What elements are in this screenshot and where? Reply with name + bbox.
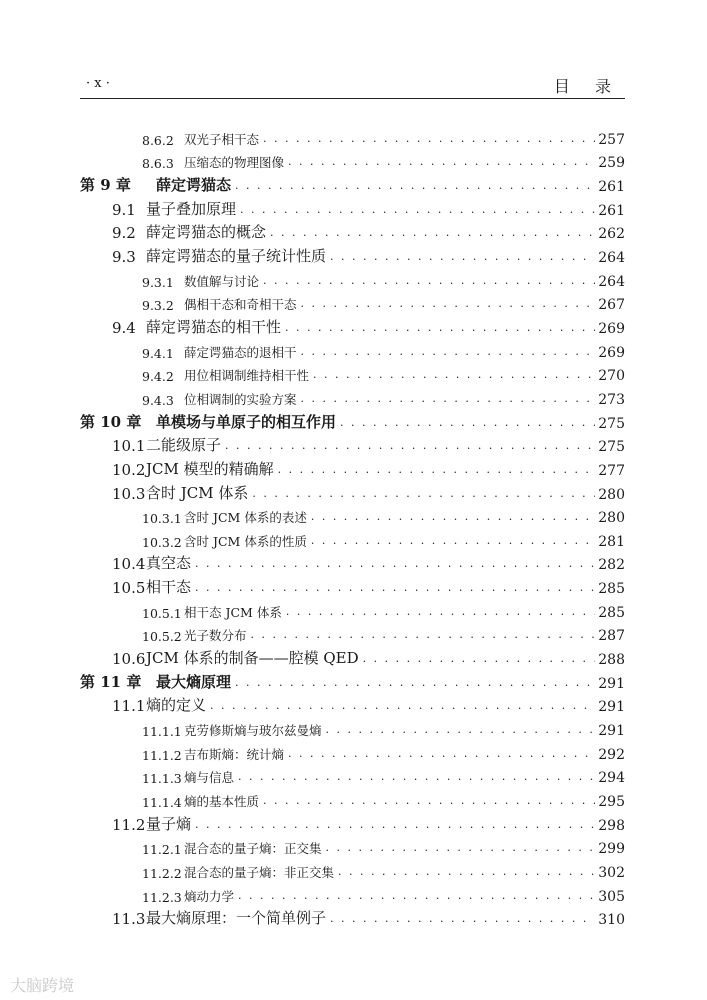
toc-entry-number: 11.2 [112,815,146,834]
toc-entry-page: 285 [598,604,625,621]
dot-leader [330,253,595,266]
toc-entry-number: 9.1 [112,200,136,219]
toc-entry-number: 11.3 [112,910,146,929]
table-of-contents [80,124,625,928]
watermark: 大脑跨境 [10,976,75,995]
dot-leader [311,537,595,550]
toc-entry-title: 用位相调制维持相干性 [184,368,310,384]
dot-leader [301,348,596,361]
toc-entry-title: 位相调制的实验方案 [184,391,297,407]
dot-leader [263,797,595,810]
toc-entry-subsection [80,834,625,858]
toc-entry-page: 275 [598,439,625,456]
toc-entry-title: 压缩态的物理图像 [184,155,285,171]
toc-entry-title: 二能级原子 [146,436,222,455]
toc-entry-page: 269 [598,320,625,337]
dot-leader [252,490,595,503]
toc-entry-number: 10.5.2 [142,629,182,645]
dot-leader [263,277,595,290]
toc-entry-number: 11.1.4 [142,795,182,811]
toc-entry-section [80,644,625,668]
toc-entry-subsection [80,881,625,905]
toc-entry-chapter [80,668,625,692]
toc-entry-title: 相干态 JCM 体系 [184,604,282,620]
toc-entry-title: JCM 模型的精确解 [146,459,274,478]
toc-entry-page: 277 [598,462,625,479]
toc-entry-number: 9.3.2 [142,298,174,314]
dot-leader [278,466,596,479]
dot-leader [301,395,596,408]
dot-leader [270,229,595,242]
dot-leader [240,206,595,219]
toc-entry-number: 9.3 [112,247,136,266]
toc-entry-title: 混合态的量子熵：正交集 [184,841,322,857]
toc-entry-title: 熵的基本性质 [184,794,260,810]
dot-leader [195,560,595,573]
toc-entry-section [80,573,625,597]
toc-entry-page: 270 [598,368,625,385]
toc-entry-number: 10.3.1 [142,511,182,527]
toc-entry-number: 9.4.2 [142,369,174,385]
toc-entry-title: 薛定谔猫态 [156,175,232,194]
toc-entry-subsection [80,739,625,763]
toc-entry-section [80,195,625,219]
toc-entry-subsection [80,786,625,810]
toc-entry-title: 薛定谔猫态的退相干 [184,344,297,360]
dot-leader [235,182,595,195]
toc-entry-subsection [80,763,625,787]
toc-entry-number: 9.4 [112,318,136,337]
toc-entry-title: 混合态的量子熵：非正交集 [184,865,335,880]
toc-entry-subsection [80,857,625,881]
dot-leader [330,915,595,928]
toc-entry-number: 9.3.1 [142,274,174,290]
toc-entry-page: 291 [598,723,625,740]
page-header [80,76,625,99]
toc-entry-section [80,432,625,456]
toc-entry-title: 克劳修斯熵与玻尔兹曼熵 [184,723,322,739]
toc-entry-title: JCM 体系的制备——腔模 QED [146,649,359,668]
toc-entry-page: 298 [598,817,625,834]
dot-leader [313,371,595,384]
toc-entry-title: 熵动力学 [184,888,235,904]
toc-entry-page: 257 [598,131,625,148]
toc-entry-title: 薛定谔猫态的相干性 [146,317,282,336]
toc-entry-subsection [80,384,625,408]
toc-entry-page: 261 [598,178,625,195]
toc-entry-page: 282 [598,557,625,574]
toc-entry-title: 含时 JCM 体系的表述 [184,510,307,526]
toc-entry-title: 薛定谔猫态的概念 [146,223,267,242]
toc-entry-section [80,455,625,479]
toc-entry-page: 299 [598,841,625,858]
toc-entry-number: 第 9 章 [80,175,131,194]
toc-entry-number: 11.1.2 [142,747,182,763]
dot-leader [210,702,595,715]
toc-entry-subsection [80,124,625,148]
dot-leader [195,584,595,597]
toc-entry-title: 单模场与单原子的相互作用 [156,412,337,431]
toc-entry-page: 291 [598,675,625,692]
toc-entry-page: 259 [598,155,625,172]
toc-entry-subsection [80,337,625,361]
toc-entry-title: 真空态 [146,554,192,573]
toc-entry-number: 11.2.1 [142,842,182,858]
toc-entry-page: 302 [598,865,625,881]
toc-entry-number: 10.6 [112,650,146,669]
toc-entry-number: 10.3 [112,484,146,503]
toc-entry-subsection [80,621,625,645]
toc-entry-page: 267 [598,297,625,314]
toc-entry-title: 含时 JCM 体系的性质 [184,533,307,549]
toc-entry-page: 264 [598,249,625,266]
toc-entry-section [80,219,625,243]
toc-entry-number: 第 10 章 [80,412,142,431]
running-title: 目 录 [553,77,621,96]
toc-entry-number: 第 11 章 [80,672,142,691]
toc-entry-title: 最大熵原理：一个简单例子 [146,909,327,928]
toc-entry-number: 11.2.3 [142,889,182,905]
dot-leader [238,773,595,786]
toc-entry-page: 292 [598,746,625,763]
dot-leader [286,608,595,621]
toc-entry-page: 294 [598,770,625,787]
dot-leader [195,821,595,834]
toc-entry-number: 11.1.3 [142,771,182,787]
toc-entry-title: 量子叠加原理 [146,199,237,218]
toc-entry-title: 双光子相干态 [184,131,260,147]
toc-entry-page: 310 [598,912,625,929]
toc-entry-number: 9.4.1 [142,345,174,361]
toc-entry-page: 295 [598,794,625,811]
dot-leader [326,726,596,739]
dot-leader [225,442,595,455]
dot-leader [285,324,595,337]
dot-leader [326,844,596,857]
toc-entry-chapter [80,408,625,432]
toc-entry-page: 275 [598,415,625,432]
toc-entry-chapter [80,171,625,195]
toc-entry-title: 最大熵原理 [156,672,232,691]
toc-entry-page: 291 [598,699,625,716]
toc-entry-title: 量子熵 [146,814,192,833]
toc-entry-number: 9.4.3 [142,392,174,408]
toc-entry-page: 288 [598,652,625,669]
dot-leader [301,300,596,313]
toc-entry-subsection [80,503,625,527]
toc-entry-title: 含时 JCM 体系 [146,483,249,502]
dot-leader [235,679,595,692]
toc-entry-section [80,242,625,266]
toc-entry-title: 吉布斯熵：统计熵 [184,746,285,762]
toc-entry-section [80,905,625,929]
toc-entry-section [80,313,625,337]
toc-entry-title: 熵的定义 [146,696,207,715]
toc-entry-title: 相干态 [146,578,192,597]
dot-leader [288,750,595,763]
toc-entry-page: 264 [598,273,625,290]
toc-entry-number: 10.4 [112,555,146,574]
toc-entry-page: 285 [598,581,625,598]
toc-entry-section [80,550,625,574]
toc-entry-subsection [80,715,625,739]
toc-entry-page: 273 [598,391,625,408]
dot-leader [288,158,595,171]
toc-entry-subsection [80,266,625,290]
toc-entry-number: 11.2.2 [142,866,182,881]
toc-entry-number: 10.1 [112,437,146,456]
toc-entry-subsection [80,361,625,385]
toc-entry-number: 10.5.1 [142,605,182,621]
toc-entry-section [80,692,625,716]
toc-entry-title: 数值解与讨论 [184,273,260,289]
toc-entry-title: 熵与信息 [184,770,235,786]
dot-leader [340,419,595,432]
toc-entry-number: 10.2 [112,460,146,479]
toc-entry-title: 光子数分布 [184,628,247,644]
page-number: · x · [86,76,110,91]
toc-entry-number: 11.1.1 [142,724,182,740]
toc-entry-number: 8.6.2 [142,132,174,148]
toc-entry-title: 薛定谔猫态的量子统计性质 [146,246,327,265]
toc-entry-page: 287 [598,628,625,645]
toc-entry-page: 280 [598,486,625,503]
dot-leader [311,513,595,526]
toc-entry-number: 9.2 [112,224,136,243]
toc-entry-section [80,479,625,503]
dot-leader [238,892,595,905]
toc-entry-title: 偶相干态和奇相干态 [184,297,297,313]
toc-entry-page: 261 [598,202,625,219]
toc-entry-page: 280 [598,510,625,527]
toc-entry-page: 281 [598,533,625,550]
toc-entry-section [80,810,625,834]
toc-entry-subsection [80,290,625,314]
dot-leader [263,135,595,148]
toc-entry-subsection [80,597,625,621]
toc-entry-subsection [80,148,625,172]
toc-entry-number: 11.1 [112,697,146,716]
toc-entry-page: 269 [598,344,625,361]
dot-leader [338,868,595,881]
toc-entry-page: 262 [598,226,625,243]
dot-leader [363,655,596,668]
dot-leader [251,631,596,644]
toc-entry-number: 8.6.3 [142,156,174,172]
toc-entry-subsection [80,526,625,550]
toc-entry-number: 10.3.2 [142,534,182,550]
toc-entry-number: 10.5 [112,579,146,598]
toc-entry-page: 305 [598,888,625,905]
